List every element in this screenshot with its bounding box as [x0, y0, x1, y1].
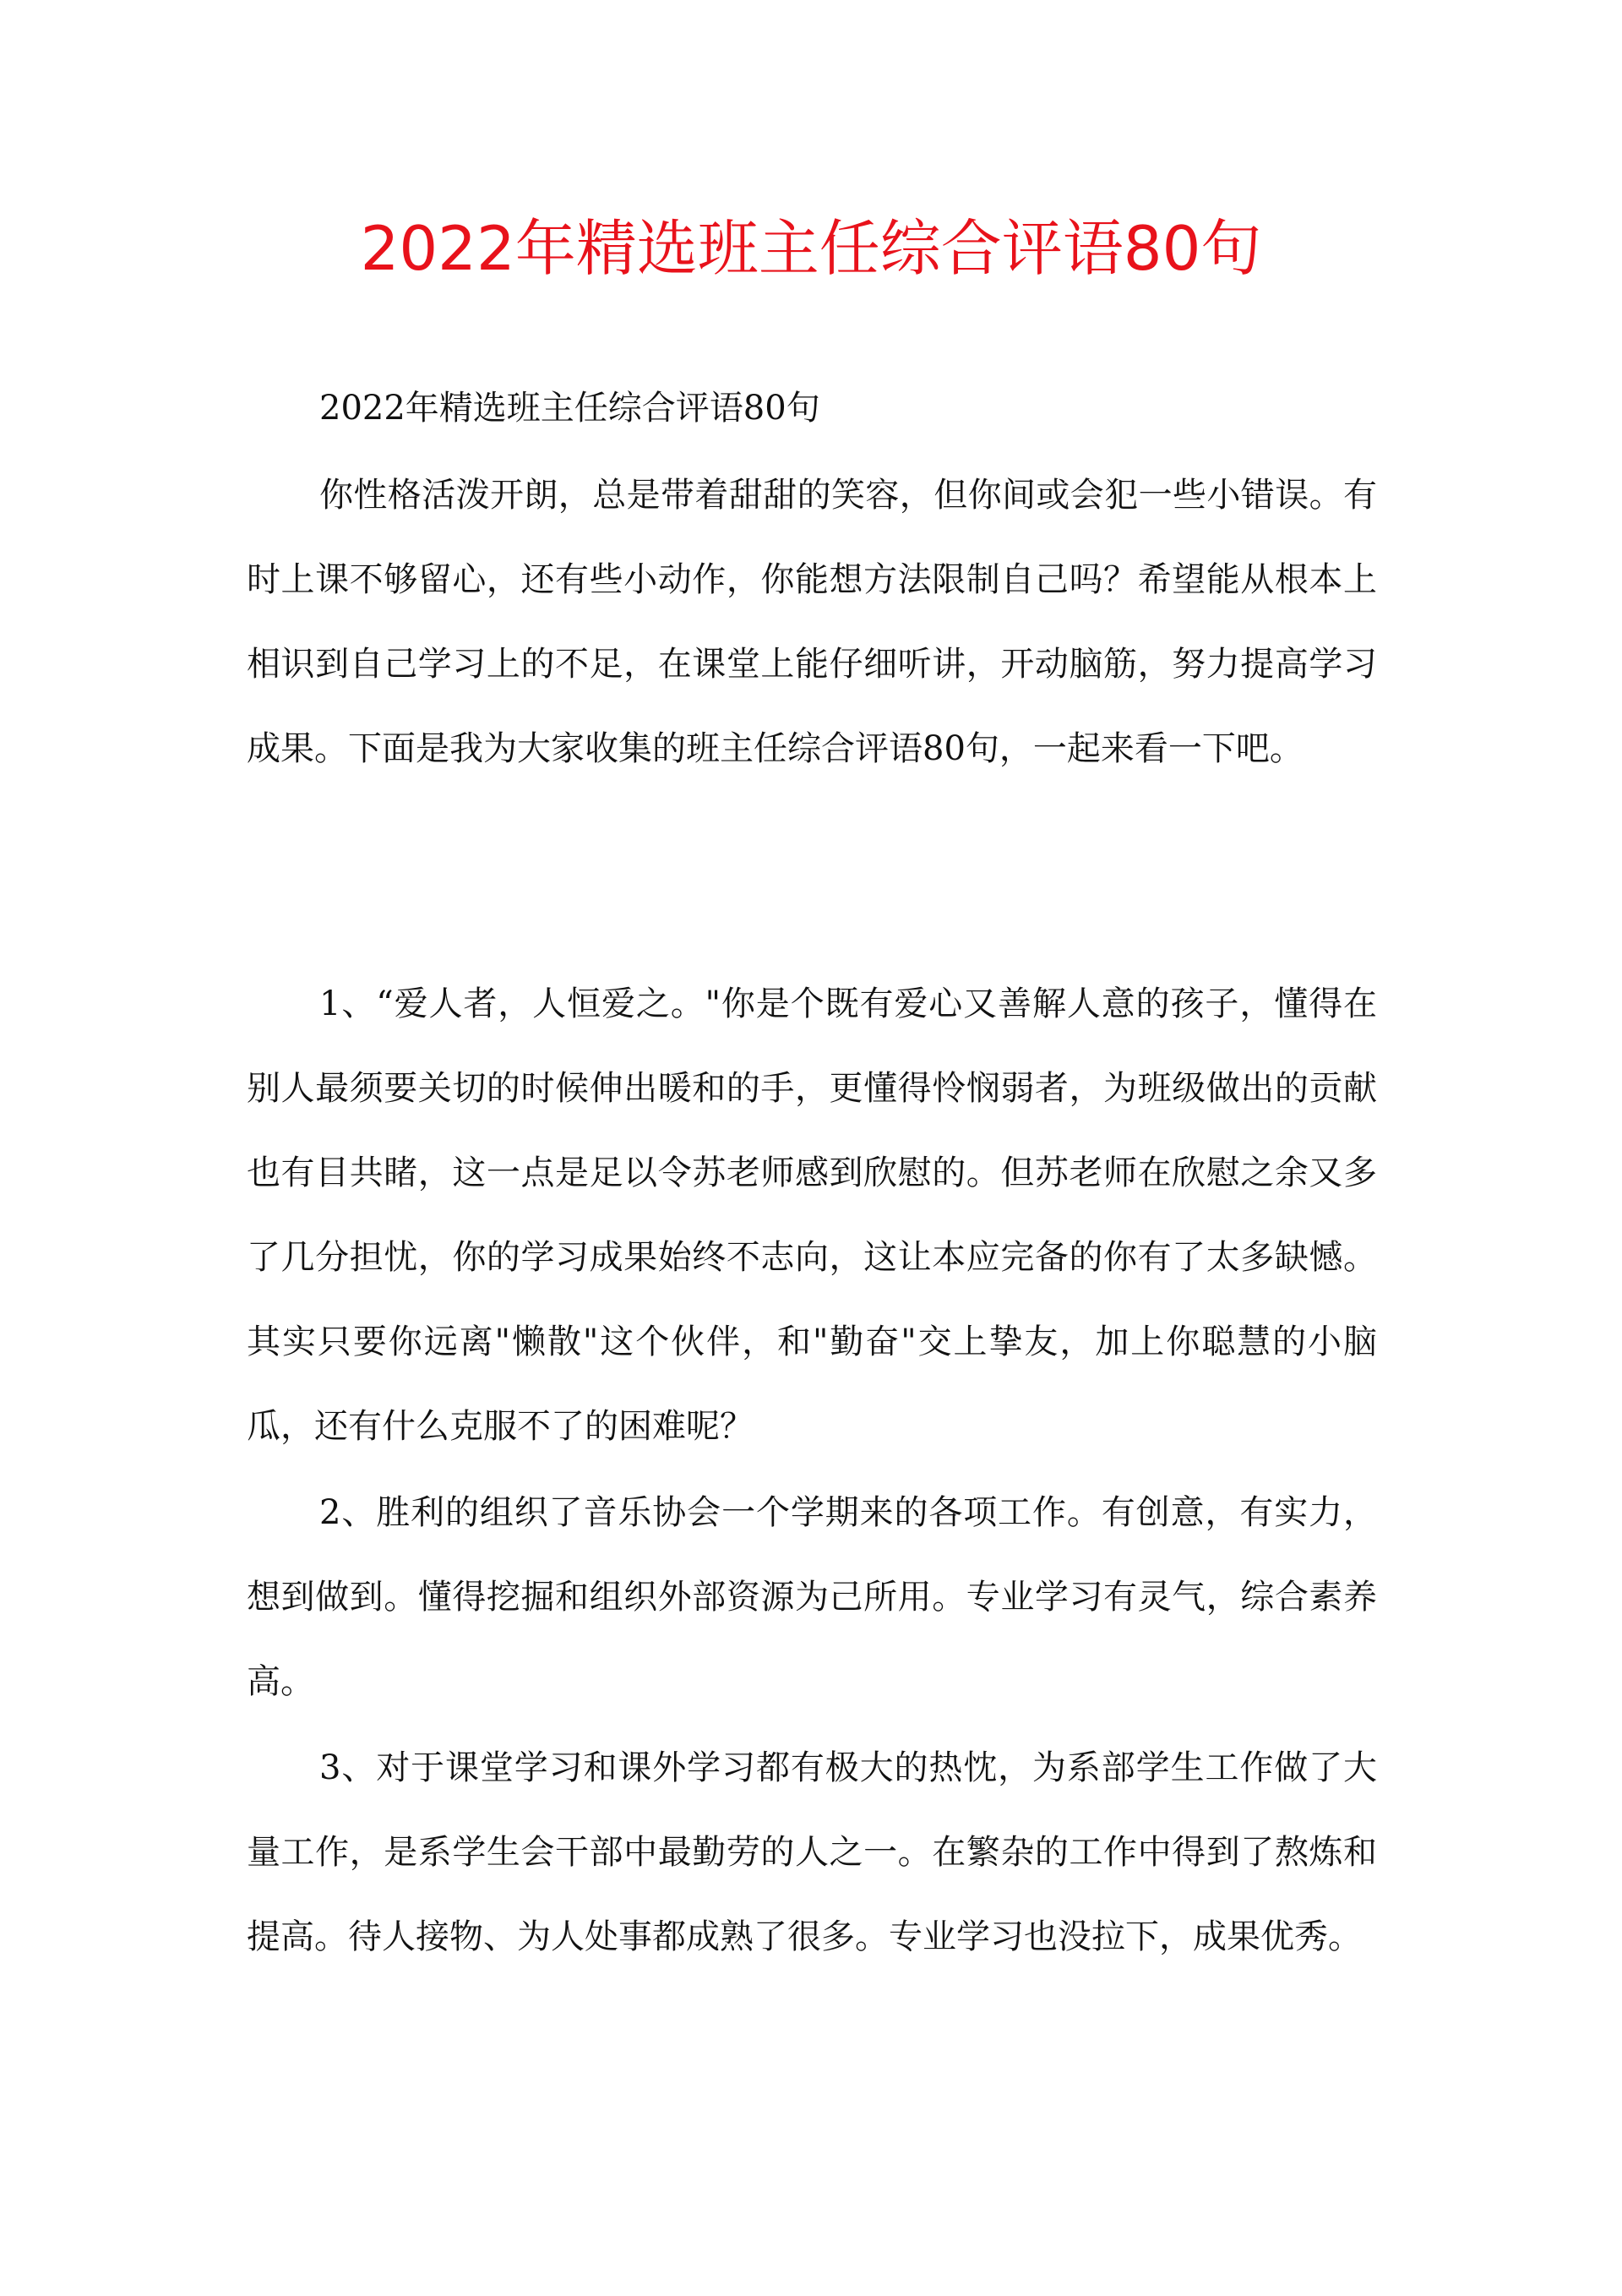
- comment-item-2: 2、胜利的组织了音乐协会一个学期来的各项工作。有创意，有实力，想到做到。懂得挖掘和组织外部资源为己所用。专业学习有灵气，综合素养高。: [247, 1493, 1377, 1701]
- comment-item-3: 3、对于课堂学习和课外学习都有极大的热忱，为系部学生工作做了大量工作，是系学生会干部中最勤劳的人之一。在繁杂的工作中得到了熬炼和提高。待人接物、为人处事都成熟了很多。专业学习也没拉下，成果优秀。: [247, 1748, 1377, 1956]
- document-subtitle: 2022年精选班主任综合评语80句: [319, 389, 820, 428]
- document-title: 2022年精选班主任综合评语80句: [360, 213, 1262, 284]
- comment-item-1: 1、“爱人者，人恒爱之。"你是个既有爱心又善解人意的孩子，懂得在别人最须要关切的时候伸出暖和的手，更懂得怜悯弱者，为班级做出的贡献也有目共睹，这一点是足以令苏老师感到欣慰的。但苏老师在欣慰之余又多了几分担忧，你的学习成果始终不志向，这让本应完备的你有了太多缺憾。其实只要你远离"懒散"这个伙伴，和"勤奋"交上挚友，加上你聪慧的小脑瓜，还有什么克服不了的困难呢？: [247, 984, 1377, 1446]
- intro-paragraph: 你性格活泼开朗，总是带着甜甜的笑容，但你间或会犯一些小错误。有时上课不够留心，还有些小动作，你能想方法限制自己吗？希望能从根本上相识到自己学习上的不足，在课堂上能仔细听讲，开动脑筋，努力提高学习成果。下面是我为大家收集的班主任综合评语80句，一起来看一下吧。: [247, 476, 1377, 768]
